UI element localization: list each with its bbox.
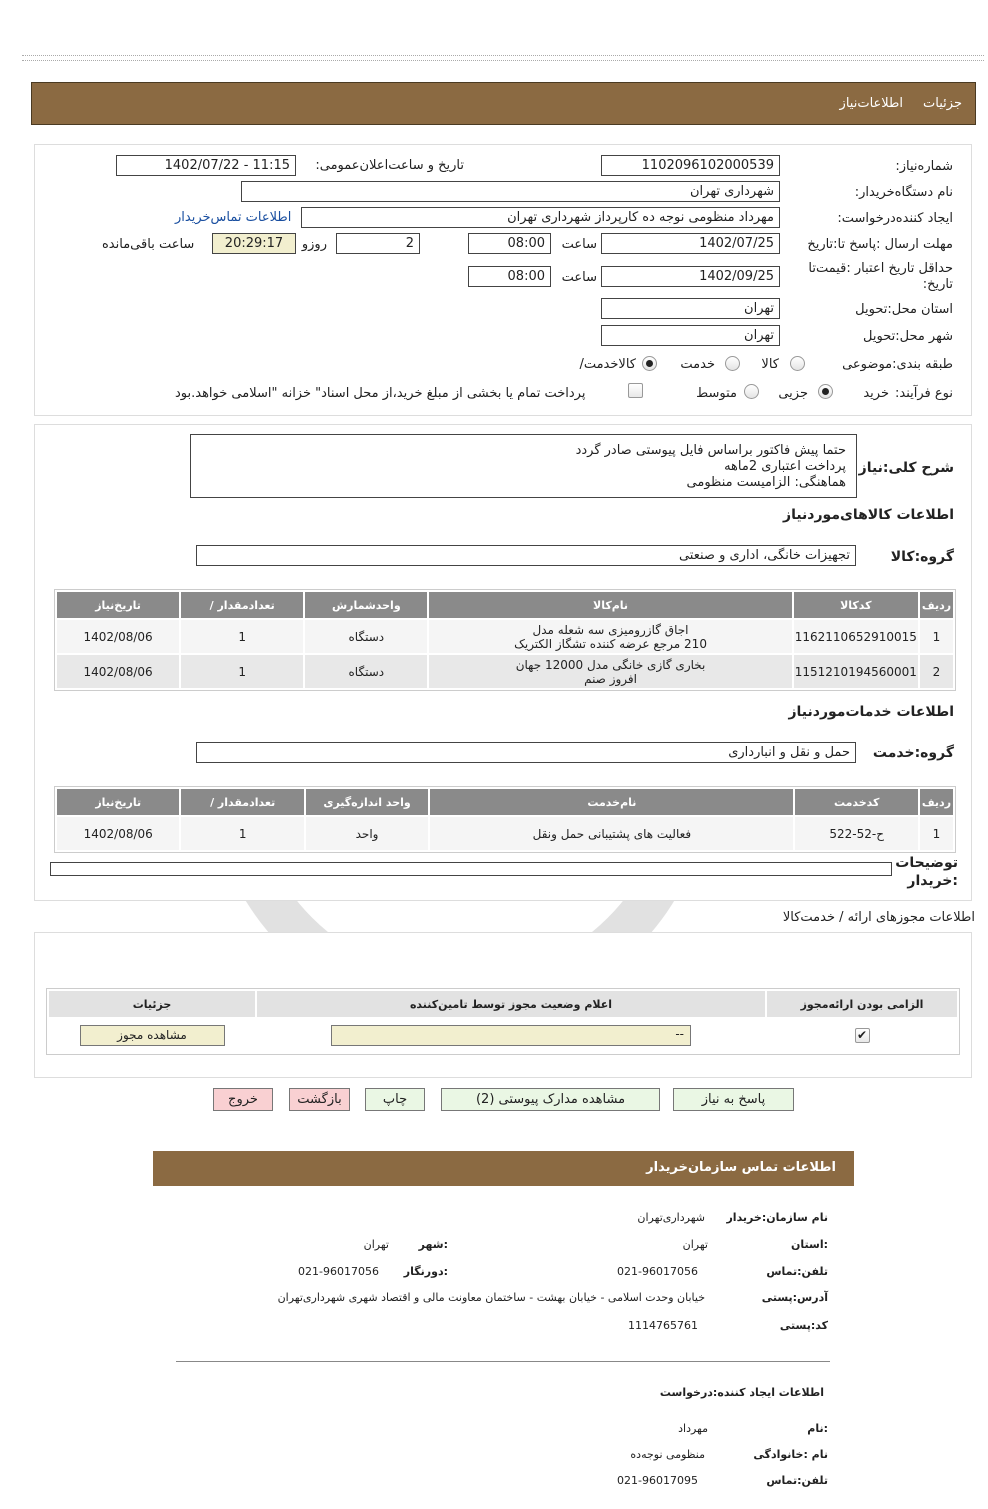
process-medium-label: متوسط: [696, 386, 737, 401]
category-label: طبقه بندی:موضوعی: [842, 357, 953, 372]
category-both-label: کالاخدمت/: [579, 357, 636, 372]
view-permit-button[interactable]: مشاهده مجوز: [80, 1025, 225, 1046]
permits-header-row: [49, 991, 957, 1017]
validity-label-2: تاریخ:: [922, 277, 953, 292]
deadline-date-field: 1402/07/25: [601, 233, 780, 254]
creator-label: ایجاد کننده‌درخواست:: [837, 211, 953, 226]
exit-button[interactable]: خروج: [213, 1088, 273, 1111]
goods-cell-date: 1402/08/06: [57, 655, 179, 688]
province-label: استان محل:تحویل: [855, 302, 953, 317]
services-cell-code: ح-52-522: [795, 817, 917, 850]
goods-name-line-1: اجاق گازرومیزی سه شعله مدل: [532, 622, 689, 637]
creator-name-label: :نام: [807, 1422, 828, 1435]
need-number-field: 1102096102000539: [601, 155, 780, 176]
permits-cell-status: [257, 1019, 765, 1052]
services-col-unit: واحد اندازه‌گیری: [306, 789, 428, 815]
creator-field: مهرداد منظومی نوجه ده کارپرداز شهرداری تهران: [301, 207, 780, 228]
validity-time-label: ساعت: [561, 270, 597, 285]
creator-phone-value: 021-96017095: [617, 1474, 698, 1487]
goods-col-date: تاریخ‌نیاز: [57, 592, 179, 618]
phone-value: 021-96017056: [617, 1265, 698, 1278]
goods-cell-qty: 1: [181, 620, 303, 653]
goods-cell-row: 1: [920, 620, 953, 653]
services-cell-date: 1402/08/06: [57, 817, 179, 850]
need-number-label: شماره‌نیاز:: [895, 159, 953, 174]
process-minor-radio[interactable]: [818, 384, 833, 399]
postal-label: کد:پستی: [779, 1319, 828, 1332]
buyer-notes-field: [50, 862, 892, 876]
goods-table: [54, 589, 956, 691]
validity-label-1: حداقل تاریخ اعتبار :قیمت‌تا: [808, 261, 953, 276]
services-group-label: گروه:خدمت: [872, 745, 954, 761]
treasury-payment-checkbox[interactable]: [628, 383, 643, 398]
goods-name-line-2: افروز صنم: [584, 671, 637, 686]
permits-col-details: جزئیات: [49, 991, 255, 1017]
process-label: نوع فرآیند:: [895, 386, 953, 401]
goods-col-unit: واحدشمارش: [305, 592, 427, 618]
creator-name-value: مهرداد: [678, 1422, 708, 1435]
goods-col-qty: تعدادمقدار /: [181, 592, 303, 618]
services-col-date: تاریخ‌نیاز: [57, 789, 179, 815]
category-goods-label: کالا: [761, 357, 779, 372]
buyer-field: شهرداری تهران: [241, 181, 780, 202]
validity-time-field: 08:00: [468, 266, 551, 287]
address-label: آدرس:پستی: [761, 1291, 828, 1304]
fax-value: 021-96017056: [298, 1265, 379, 1278]
reply-button[interactable]: پاسخ به نیاز: [673, 1088, 794, 1111]
postal-value: 1114765761: [628, 1319, 698, 1332]
phone-label: تلفن:تماس: [766, 1265, 828, 1278]
process-buy-label: خرید: [863, 386, 889, 401]
address-value: خیابان وحدت اسلامی - خیابان بهشت - ساختمان معاونت مالی و اقتصاد شهری شهرداری‌تهران: [277, 1291, 705, 1304]
services-col-qty: تعدادمقدار /: [181, 789, 303, 815]
goods-header-row: [57, 592, 953, 618]
remaining-time-field: 20:29:17: [212, 233, 296, 254]
table-row: [57, 620, 953, 653]
creator-family-label: نام :خانوادگی: [753, 1448, 828, 1461]
services-col-row: ردیف: [920, 789, 953, 815]
services-header-row: [57, 789, 953, 815]
goods-group-field: تجهیزات خانگی، اداری و صنعتی: [196, 545, 856, 566]
summary-line-2: پرداخت اعتباری 2ماهه: [724, 459, 846, 474]
province-contact-label: :استان: [791, 1238, 828, 1251]
permits-table: [46, 988, 960, 1055]
goods-name-line-2: 210 مرجع عرضه کننده تشگاز الکتریک: [514, 636, 707, 651]
org-label: نام سازمان:خریدار: [726, 1211, 828, 1224]
goods-cell-code: 1162110652910015: [794, 620, 918, 653]
city-contact-value: تهران: [363, 1238, 389, 1251]
city-field: تهران: [601, 325, 780, 346]
summary-box: [190, 434, 857, 498]
top-divider: [22, 55, 984, 61]
table-row: [57, 655, 953, 688]
permit-required-checkbox[interactable]: ✔: [855, 1028, 870, 1043]
permits-col-status: اعلام وضعیت مجوز توسط تامین‌کننده: [257, 991, 765, 1017]
announce-label: تاریخ و ساعت‌اعلان‌عمومی:: [315, 158, 464, 173]
contact-header-bar: [153, 1151, 854, 1186]
buyer-contact-link[interactable]: اطلاعات تماس‌خریدار: [175, 210, 292, 225]
print-button[interactable]: چاپ: [365, 1088, 425, 1111]
services-group-field: حمل و نقل و انبارداری: [196, 742, 856, 763]
permits-col-required: الزامی بودن ارائه‌مجوز: [767, 991, 957, 1017]
deadline-time-field: 08:00: [468, 233, 551, 254]
services-table: [54, 786, 956, 853]
goods-col-code: کدکالا: [794, 592, 918, 618]
buyer-notes-label-1: توضیحات: [895, 855, 958, 871]
city-label: شهر محل:تحویل: [863, 329, 953, 344]
permits-cell-required: [767, 1019, 957, 1052]
goods-cell-name: [429, 620, 791, 653]
fax-label: :دورنگار: [403, 1265, 448, 1278]
days-label: روزو: [301, 237, 327, 252]
services-cell-name: فعالیت های پشتیبانی حمل ونقل: [430, 817, 793, 850]
summary-line-1: حتما پیش فاکتور براساس فایل پیوستی صادر گردد: [575, 443, 846, 458]
goods-cell-unit: دستگاه: [305, 620, 427, 653]
goods-col-row: ردیف: [920, 592, 953, 618]
services-cell-qty: 1: [181, 817, 303, 850]
deadline-time-label: ساعت: [561, 237, 597, 252]
goods-cell-code: 1151210194560001: [794, 655, 918, 688]
province-field: تهران: [601, 298, 780, 319]
goods-cell-date: 1402/08/06: [57, 620, 179, 653]
goods-cell-row: 2: [920, 655, 953, 688]
creator-phone-label: تلفن:تماس: [766, 1474, 828, 1487]
services-cell-unit: واحد: [306, 817, 428, 850]
remaining-label: ساعت باقی‌مانده: [102, 237, 195, 252]
contact-divider: [176, 1361, 830, 1362]
permit-status-field: --: [331, 1025, 691, 1046]
services-cell-row: 1: [920, 817, 953, 850]
creator-family-value: منظومی نوجه‌ده: [630, 1448, 705, 1461]
summary-label: شرح کلی:نیاز: [858, 460, 954, 476]
validity-date-field: 1402/09/25: [601, 266, 780, 287]
tab-details[interactable]: جزئیات: [923, 96, 962, 111]
province-contact-value: تهران: [682, 1238, 708, 1251]
services-col-code: کدخدمت: [795, 789, 917, 815]
goods-name-line-1: بخاری گازی خانگی مدل 12000 جهان: [515, 657, 706, 672]
back-button[interactable]: بازگشت: [289, 1088, 350, 1111]
permits-title: اطلاعات مجوزهای ارائه / خدمت‌کالا: [782, 910, 975, 925]
contact-title: اطلاعات تماس سازمان‌خریدار: [646, 1160, 836, 1175]
buyer-notes-label-2: :خریدار: [907, 873, 958, 889]
table-row: [57, 817, 953, 850]
goods-cell-unit: دستگاه: [305, 655, 427, 688]
services-section-title: اطلاعات خدمات‌موردنیاز: [788, 704, 954, 720]
process-medium-radio[interactable]: [744, 384, 759, 399]
category-goods-radio[interactable]: [790, 356, 805, 371]
process-minor-label: جزیی: [778, 386, 808, 401]
category-both-radio[interactable]: [642, 356, 657, 371]
services-col-name: نام‌خدمت: [430, 789, 793, 815]
goods-cell-qty: 1: [181, 655, 303, 688]
goods-cell-name: [429, 655, 791, 688]
deadline-label: مهلت ارسال :پاسخ تا:تاریخ: [807, 237, 953, 252]
buyer-label: نام دستگاه‌خریدار:: [854, 185, 953, 200]
announce-field: 1402/07/22 - 11:15: [116, 155, 296, 176]
creator-info-title: اطلاعات ایجاد کننده:درخواست: [659, 1386, 824, 1399]
summary-line-3: هماهنگی: الزامیست منظومی: [686, 475, 846, 490]
city-contact-label: :شهر: [418, 1238, 448, 1251]
category-service-radio[interactable]: [725, 356, 740, 371]
org-value: شهرداری‌تهران: [637, 1211, 705, 1224]
view-attachments-button[interactable]: مشاهده مدارک پیوستی (2): [441, 1088, 660, 1111]
goods-section-title: اطلاعات کالاهای‌موردنیاز: [783, 507, 954, 523]
permits-cell-details: [49, 1019, 255, 1052]
category-service-label: خدمت: [680, 357, 715, 372]
tab-need-info[interactable]: اطلاعات‌نیاز: [839, 96, 903, 111]
goods-group-label: گروه:کالا: [890, 549, 954, 565]
table-row: [49, 1019, 957, 1052]
goods-col-name: نام‌کالا: [429, 592, 791, 618]
days-field: 2: [336, 233, 420, 254]
header-bar: [31, 82, 976, 125]
treasury-payment-note: پرداخت تمام یا بخشی از مبلغ خرید،از محل اسناد" خزانه "اسلامی خواهد.بود: [175, 386, 586, 401]
